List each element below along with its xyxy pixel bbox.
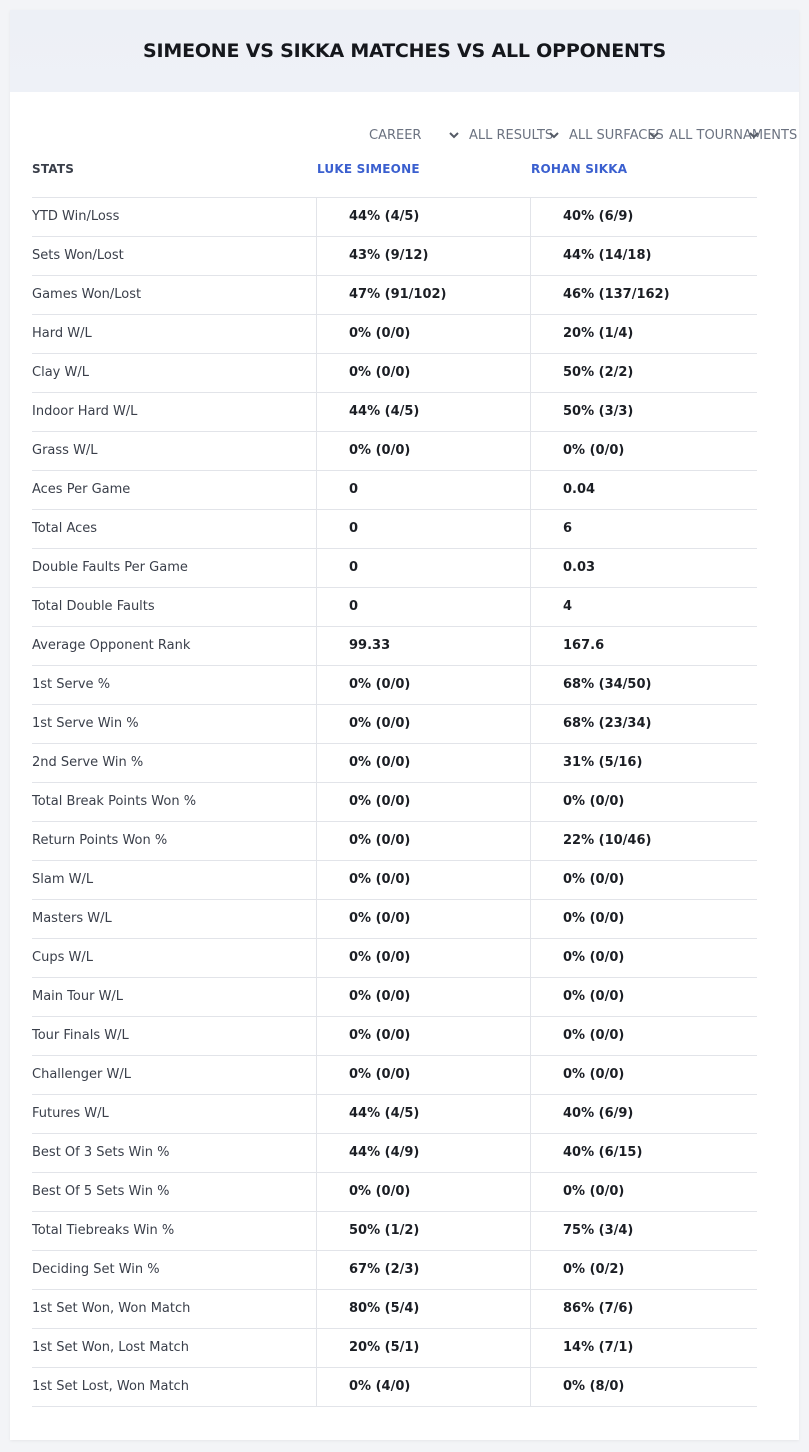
stat-label: Indoor Hard W/L bbox=[32, 404, 138, 419]
player2-value: 68% (23/34) bbox=[530, 705, 757, 743]
stat-label: Main Tour W/L bbox=[32, 989, 124, 1004]
filter-bar bbox=[365, 126, 798, 144]
player2-value: 46% (137/162) bbox=[530, 276, 757, 314]
player1-value: 0 bbox=[316, 471, 530, 509]
table-row bbox=[32, 1329, 757, 1368]
chevron-down-icon bbox=[447, 128, 461, 142]
stat-label: 1st Serve Win % bbox=[32, 716, 139, 731]
player1-value: 0% (0/0) bbox=[316, 666, 530, 704]
stat-label: Masters W/L bbox=[32, 911, 112, 926]
player1-value: 0% (0/0) bbox=[316, 822, 530, 860]
stat-label: Total Break Points Won % bbox=[32, 794, 197, 809]
table-row bbox=[32, 627, 757, 666]
table-row bbox=[32, 861, 757, 900]
table-row bbox=[32, 315, 757, 354]
table-row bbox=[32, 666, 757, 705]
table-row bbox=[32, 939, 757, 978]
player2-value: 40% (6/9) bbox=[530, 1095, 757, 1133]
stat-label: Futures W/L bbox=[32, 1106, 109, 1121]
player1-value: 50% (1/2) bbox=[316, 1212, 530, 1250]
player1-value: 0% (0/0) bbox=[316, 1173, 530, 1211]
table-row bbox=[32, 549, 757, 588]
filter-period-label: CAREER bbox=[369, 127, 422, 143]
table-row bbox=[32, 1095, 757, 1134]
stat-label: Clay W/L bbox=[32, 365, 89, 380]
player1-value: 0% (0/0) bbox=[316, 900, 530, 938]
stat-label: Slam W/L bbox=[32, 872, 94, 887]
table-row bbox=[32, 1212, 757, 1251]
stat-label: Total Double Faults bbox=[32, 599, 155, 614]
stat-label: 1st Set Lost, Won Match bbox=[32, 1379, 189, 1394]
stat-label: Best Of 5 Sets Win % bbox=[32, 1184, 170, 1199]
stat-label: Cups W/L bbox=[32, 950, 93, 965]
stat-label: 1st Set Won, Won Match bbox=[32, 1301, 191, 1316]
stat-label: Best Of 3 Sets Win % bbox=[32, 1145, 170, 1160]
table-row bbox=[32, 393, 757, 432]
stat-label: Double Faults Per Game bbox=[32, 560, 188, 575]
player2-value: 6 bbox=[530, 510, 757, 548]
player1-value: 99.33 bbox=[316, 627, 530, 665]
filter-surface-select[interactable] bbox=[565, 126, 665, 144]
stat-label: Total Aces bbox=[32, 521, 98, 536]
player2-value: 0.04 bbox=[530, 471, 757, 509]
column-header-stats: STATS bbox=[32, 162, 75, 176]
player2-value: 50% (2/2) bbox=[530, 354, 757, 392]
stat-label: Sets Won/Lost bbox=[32, 248, 124, 263]
table-row bbox=[32, 822, 757, 861]
player2-value: 20% (1/4) bbox=[530, 315, 757, 353]
player1-value: 0% (0/0) bbox=[316, 1017, 530, 1055]
player1-value: 47% (91/102) bbox=[316, 276, 530, 314]
table-row bbox=[32, 432, 757, 471]
stat-label: Return Points Won % bbox=[32, 833, 168, 848]
stat-label: YTD Win/Loss bbox=[32, 209, 120, 224]
column-header-player1[interactable]: LUKE SIMEONE bbox=[317, 162, 420, 176]
player2-value: 0% (0/0) bbox=[530, 939, 757, 977]
chevron-down-icon bbox=[747, 128, 761, 142]
table-row bbox=[32, 978, 757, 1017]
player1-value: 0% (4/0) bbox=[316, 1368, 530, 1406]
player1-value: 0% (0/0) bbox=[316, 939, 530, 977]
player2-value: 0% (0/0) bbox=[530, 1056, 757, 1094]
chevron-down-icon bbox=[547, 128, 561, 142]
player2-value: 75% (3/4) bbox=[530, 1212, 757, 1250]
player2-value: 0% (0/0) bbox=[530, 1017, 757, 1055]
page-title: SIMEONE VS SIKKA MATCHES VS ALL OPPONENTS bbox=[143, 40, 666, 62]
column-header-player2[interactable]: ROHAN SIKKA bbox=[531, 162, 628, 176]
table-row bbox=[32, 588, 757, 627]
player1-value: 0% (0/0) bbox=[316, 432, 530, 470]
filter-tournament-select[interactable] bbox=[665, 126, 798, 144]
table-row bbox=[32, 1368, 757, 1407]
stat-label: Games Won/Lost bbox=[32, 287, 142, 302]
player2-value: 68% (34/50) bbox=[530, 666, 757, 704]
player2-value: 0% (0/0) bbox=[530, 432, 757, 470]
stat-label: 2nd Serve Win % bbox=[32, 755, 144, 770]
stat-label: Aces Per Game bbox=[32, 482, 131, 497]
table-row bbox=[32, 705, 757, 744]
stat-label: Total Tiebreaks Win % bbox=[32, 1223, 175, 1238]
player2-value: 31% (5/16) bbox=[530, 744, 757, 782]
table-header bbox=[32, 160, 757, 198]
chevron-down-icon bbox=[647, 128, 661, 142]
stats-table-body bbox=[32, 197, 757, 1407]
player2-value: 0% (0/0) bbox=[530, 783, 757, 821]
player1-value: 43% (9/12) bbox=[316, 237, 530, 275]
filter-period-select[interactable] bbox=[365, 126, 465, 144]
player1-value: 44% (4/5) bbox=[316, 1095, 530, 1133]
player2-value: 4 bbox=[530, 588, 757, 626]
filter-results-select[interactable] bbox=[465, 126, 565, 144]
player2-value: 0% (0/0) bbox=[530, 1173, 757, 1211]
player1-value: 0% (0/0) bbox=[316, 861, 530, 899]
player2-value: 44% (14/18) bbox=[530, 237, 757, 275]
table-row bbox=[32, 354, 757, 393]
player2-value: 167.6 bbox=[530, 627, 757, 665]
filter-tournament-label: ALL TOURNAMENTS bbox=[669, 127, 798, 143]
player2-value: 86% (7/6) bbox=[530, 1290, 757, 1328]
player1-value: 67% (2/3) bbox=[316, 1251, 530, 1289]
player1-value: 0 bbox=[316, 588, 530, 626]
stat-label: 1st Set Won, Lost Match bbox=[32, 1340, 189, 1355]
page-header bbox=[10, 10, 799, 92]
table-row bbox=[32, 510, 757, 549]
player2-value: 0.03 bbox=[530, 549, 757, 587]
player1-value: 44% (4/9) bbox=[316, 1134, 530, 1172]
player2-value: 40% (6/9) bbox=[530, 198, 757, 236]
table-row bbox=[32, 900, 757, 939]
player2-value: 22% (10/46) bbox=[530, 822, 757, 860]
player2-value: 0% (8/0) bbox=[530, 1368, 757, 1406]
table-row bbox=[32, 1056, 757, 1095]
table-row bbox=[32, 471, 757, 510]
table-row bbox=[32, 744, 757, 783]
stat-label: Deciding Set Win % bbox=[32, 1262, 160, 1277]
player2-value: 0% (0/0) bbox=[530, 978, 757, 1016]
table-row bbox=[32, 1134, 757, 1173]
player2-value: 40% (6/15) bbox=[530, 1134, 757, 1172]
table-row bbox=[32, 237, 757, 276]
stat-label: 1st Serve % bbox=[32, 677, 111, 692]
player2-value: 50% (3/3) bbox=[530, 393, 757, 431]
stat-label: Tour Finals W/L bbox=[32, 1028, 129, 1043]
table-row bbox=[32, 1017, 757, 1056]
player1-value: 0% (0/0) bbox=[316, 705, 530, 743]
table-row bbox=[32, 1251, 757, 1290]
player1-value: 0% (0/0) bbox=[316, 978, 530, 1016]
player1-value: 0% (0/0) bbox=[316, 783, 530, 821]
player1-value: 0% (0/0) bbox=[316, 744, 530, 782]
player1-value: 20% (5/1) bbox=[316, 1329, 530, 1367]
player2-value: 0% (0/2) bbox=[530, 1251, 757, 1289]
player1-value: 0% (0/0) bbox=[316, 354, 530, 392]
player1-value: 0 bbox=[316, 549, 530, 587]
player1-value: 0 bbox=[316, 510, 530, 548]
player1-value: 0% (0/0) bbox=[316, 1056, 530, 1094]
table-row bbox=[32, 1290, 757, 1329]
player1-value: 44% (4/5) bbox=[316, 393, 530, 431]
stat-label: Challenger W/L bbox=[32, 1067, 131, 1082]
player2-value: 14% (7/1) bbox=[530, 1329, 757, 1367]
table-row bbox=[32, 783, 757, 822]
player2-value: 0% (0/0) bbox=[530, 900, 757, 938]
player1-value: 80% (5/4) bbox=[316, 1290, 530, 1328]
stat-label: Average Opponent Rank bbox=[32, 638, 191, 653]
table-row bbox=[32, 1173, 757, 1212]
player2-value: 0% (0/0) bbox=[530, 861, 757, 899]
table-row bbox=[32, 276, 757, 315]
filter-results-label: ALL RESULTS bbox=[469, 127, 554, 143]
filter-surface-label: ALL SURFACES bbox=[569, 127, 664, 143]
stat-label: Grass W/L bbox=[32, 443, 98, 458]
player1-value: 44% (4/5) bbox=[316, 198, 530, 236]
table-row bbox=[32, 198, 757, 237]
player1-value: 0% (0/0) bbox=[316, 315, 530, 353]
stat-label: Hard W/L bbox=[32, 326, 92, 341]
